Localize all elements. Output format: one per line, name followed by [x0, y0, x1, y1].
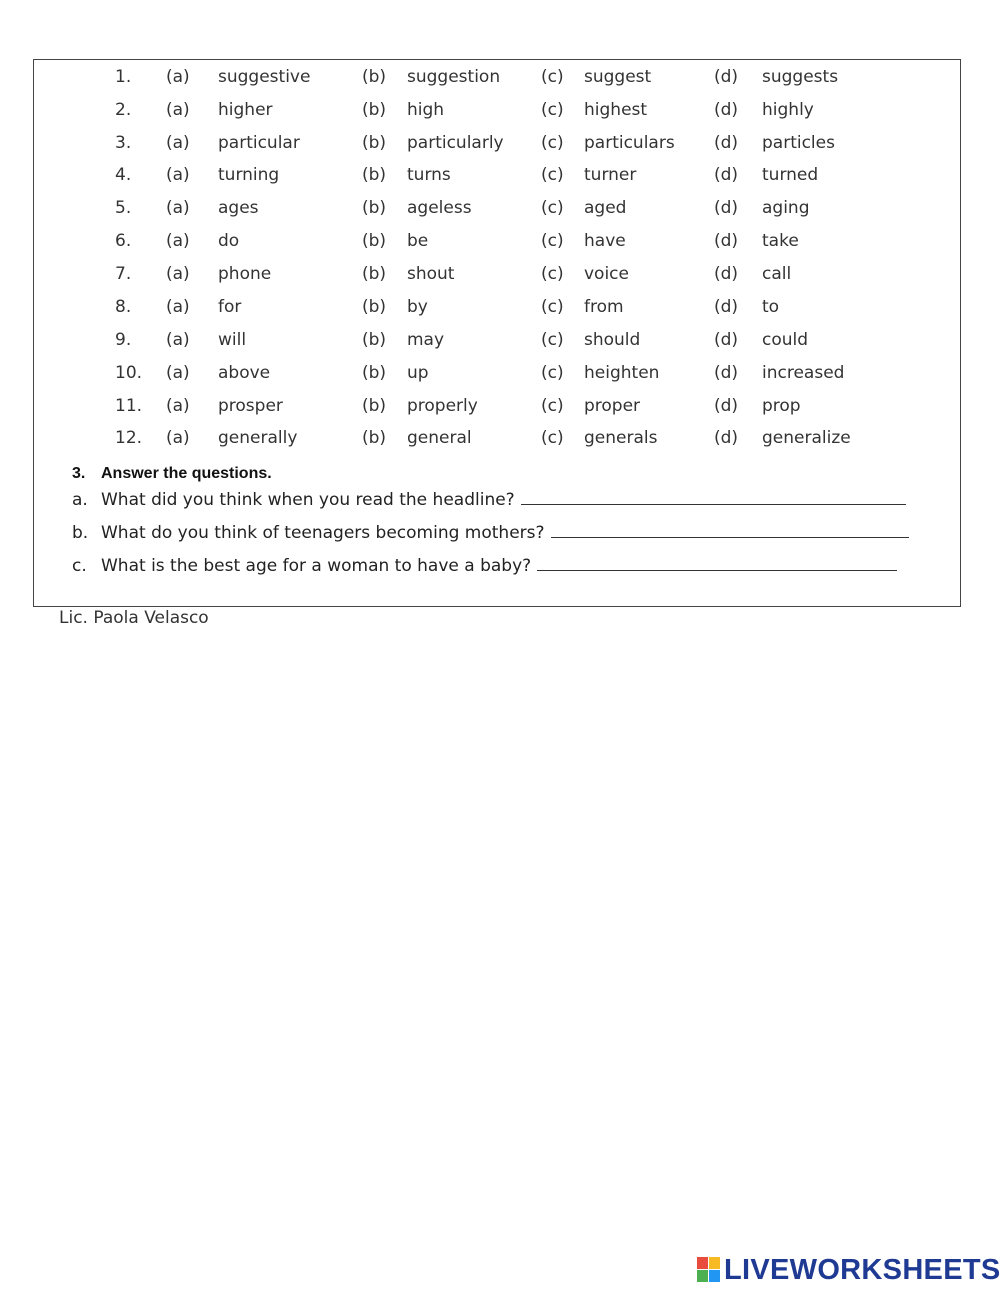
option-a[interactable]: will — [218, 330, 247, 350]
option-label-c: (c) — [541, 363, 564, 383]
option-label-a: (a) — [166, 363, 190, 383]
option-c[interactable]: heighten — [584, 363, 660, 383]
item-number: 7. — [115, 264, 132, 284]
item-number: 11. — [115, 396, 143, 416]
option-label-b: (b) — [362, 133, 387, 153]
option-d[interactable]: particles — [762, 133, 835, 153]
option-label-b: (b) — [362, 330, 387, 350]
worksheet-box — [33, 59, 961, 607]
option-label-b: (b) — [362, 67, 387, 87]
option-b[interactable]: by — [407, 297, 428, 317]
option-b[interactable]: high — [407, 100, 445, 120]
logo-block — [697, 1257, 708, 1269]
option-b[interactable]: properly — [407, 396, 478, 416]
option-a[interactable]: do — [218, 231, 240, 251]
item-number: 10. — [115, 363, 143, 383]
question-text: What is the best age for a woman to have a baby? — [101, 556, 532, 576]
option-a[interactable]: higher — [218, 100, 273, 120]
option-c[interactable]: generals — [584, 428, 658, 448]
option-label-a: (a) — [166, 198, 190, 218]
option-label-d: (d) — [714, 428, 739, 448]
option-b[interactable]: shout — [407, 264, 455, 284]
option-d[interactable]: could — [762, 330, 809, 350]
option-a[interactable]: phone — [218, 264, 272, 284]
option-label-c: (c) — [541, 396, 564, 416]
option-label-b: (b) — [362, 165, 387, 185]
option-d[interactable]: increased — [762, 363, 845, 383]
author-credit: Lic. Paola Velasco — [59, 608, 209, 628]
option-label-c: (c) — [541, 264, 564, 284]
option-label-c: (c) — [541, 330, 564, 350]
option-label-c: (c) — [541, 133, 564, 153]
option-label-d: (d) — [714, 297, 739, 317]
option-d[interactable]: to — [762, 297, 780, 317]
question-text: What did you think when you read the headline? — [101, 490, 515, 510]
logo-block — [709, 1257, 720, 1269]
option-a[interactable]: suggestive — [218, 67, 311, 87]
option-label-d: (d) — [714, 165, 739, 185]
option-label-a: (a) — [166, 165, 190, 185]
option-label-c: (c) — [541, 297, 564, 317]
question-a — [72, 488, 906, 510]
option-label-a: (a) — [166, 264, 190, 284]
option-label-d: (d) — [714, 67, 739, 87]
option-label-d: (d) — [714, 396, 739, 416]
option-label-b: (b) — [362, 428, 387, 448]
option-c[interactable]: have — [584, 231, 626, 251]
option-c[interactable]: should — [584, 330, 641, 350]
answer-line-a[interactable] — [521, 488, 906, 505]
option-a[interactable]: ages — [218, 198, 259, 218]
logo-text: LIVEWORKSHEETS — [724, 1253, 1000, 1286]
section-3-title: Answer the questions. — [101, 465, 272, 482]
option-label-a: (a) — [166, 428, 190, 448]
question-letter: b. — [72, 523, 89, 543]
logo-block — [709, 1270, 720, 1282]
option-label-c: (c) — [541, 428, 564, 448]
option-d[interactable]: highly — [762, 100, 814, 120]
logo-icon — [697, 1257, 721, 1283]
item-number: 1. — [115, 67, 132, 87]
option-b[interactable]: be — [407, 231, 429, 251]
option-b[interactable]: particularly — [407, 133, 504, 153]
item-number: 2. — [115, 100, 132, 120]
option-c[interactable]: particulars — [584, 133, 675, 153]
option-d[interactable]: prop — [762, 396, 801, 416]
option-b[interactable]: ageless — [407, 198, 472, 218]
option-c[interactable]: from — [584, 297, 624, 317]
liveworksheets-logo — [697, 1253, 1000, 1287]
section-3-heading — [72, 465, 272, 483]
option-label-c: (c) — [541, 100, 564, 120]
option-label-b: (b) — [362, 297, 387, 317]
option-b[interactable]: suggestion — [407, 67, 501, 87]
option-a[interactable]: prosper — [218, 396, 283, 416]
option-b[interactable]: general — [407, 428, 472, 448]
option-d[interactable]: suggests — [762, 67, 839, 87]
option-b[interactable]: up — [407, 363, 429, 383]
option-c[interactable]: proper — [584, 396, 641, 416]
option-label-a: (a) — [166, 133, 190, 153]
option-label-d: (d) — [714, 363, 739, 383]
option-label-a: (a) — [166, 100, 190, 120]
option-label-c: (c) — [541, 231, 564, 251]
option-label-b: (b) — [362, 100, 387, 120]
option-c[interactable]: aged — [584, 198, 627, 218]
question-text: What do you think of teenagers becoming mothers? — [101, 523, 545, 543]
item-number: 6. — [115, 231, 132, 251]
option-label-c: (c) — [541, 165, 564, 185]
item-number: 12. — [115, 428, 143, 448]
option-a[interactable]: particular — [218, 133, 300, 153]
item-number: 3. — [115, 133, 132, 153]
option-label-d: (d) — [714, 133, 739, 153]
option-label-c: (c) — [541, 67, 564, 87]
option-label-b: (b) — [362, 396, 387, 416]
option-label-c: (c) — [541, 198, 564, 218]
option-label-d: (d) — [714, 330, 739, 350]
option-label-a: (a) — [166, 330, 190, 350]
option-label-d: (d) — [714, 100, 739, 120]
logo-block — [697, 1270, 708, 1282]
item-number: 8. — [115, 297, 132, 317]
option-c[interactable]: highest — [584, 100, 648, 120]
item-number: 5. — [115, 198, 132, 218]
section-3-number: 3. — [72, 465, 86, 482]
question-letter: c. — [72, 556, 87, 576]
question-c — [72, 554, 897, 576]
option-c[interactable]: suggest — [584, 67, 652, 87]
option-b[interactable]: turns — [407, 165, 451, 185]
option-d[interactable]: call — [762, 264, 792, 284]
answer-line-c[interactable] — [537, 554, 897, 571]
option-label-d: (d) — [714, 198, 739, 218]
option-label-b: (b) — [362, 231, 387, 251]
option-a[interactable]: for — [218, 297, 242, 317]
option-label-a: (a) — [166, 396, 190, 416]
option-label-d: (d) — [714, 231, 739, 251]
question-b — [72, 521, 909, 543]
option-label-b: (b) — [362, 264, 387, 284]
option-c[interactable]: voice — [584, 264, 629, 284]
option-label-b: (b) — [362, 198, 387, 218]
item-number: 4. — [115, 165, 132, 185]
option-d[interactable]: take — [762, 231, 799, 251]
option-b[interactable]: may — [407, 330, 445, 350]
option-label-a: (a) — [166, 231, 190, 251]
option-c[interactable]: turner — [584, 165, 637, 185]
question-letter: a. — [72, 490, 88, 510]
option-d[interactable]: generalize — [762, 428, 851, 448]
item-number: 9. — [115, 330, 132, 350]
option-a[interactable]: generally — [218, 428, 298, 448]
option-label-b: (b) — [362, 363, 387, 383]
option-d[interactable]: aging — [762, 198, 810, 218]
option-label-a: (a) — [166, 67, 190, 87]
option-label-a: (a) — [166, 297, 190, 317]
option-label-d: (d) — [714, 264, 739, 284]
option-d[interactable]: turned — [762, 165, 819, 185]
option-a[interactable]: turning — [218, 165, 280, 185]
answer-line-b[interactable] — [551, 521, 909, 538]
option-a[interactable]: above — [218, 363, 271, 383]
